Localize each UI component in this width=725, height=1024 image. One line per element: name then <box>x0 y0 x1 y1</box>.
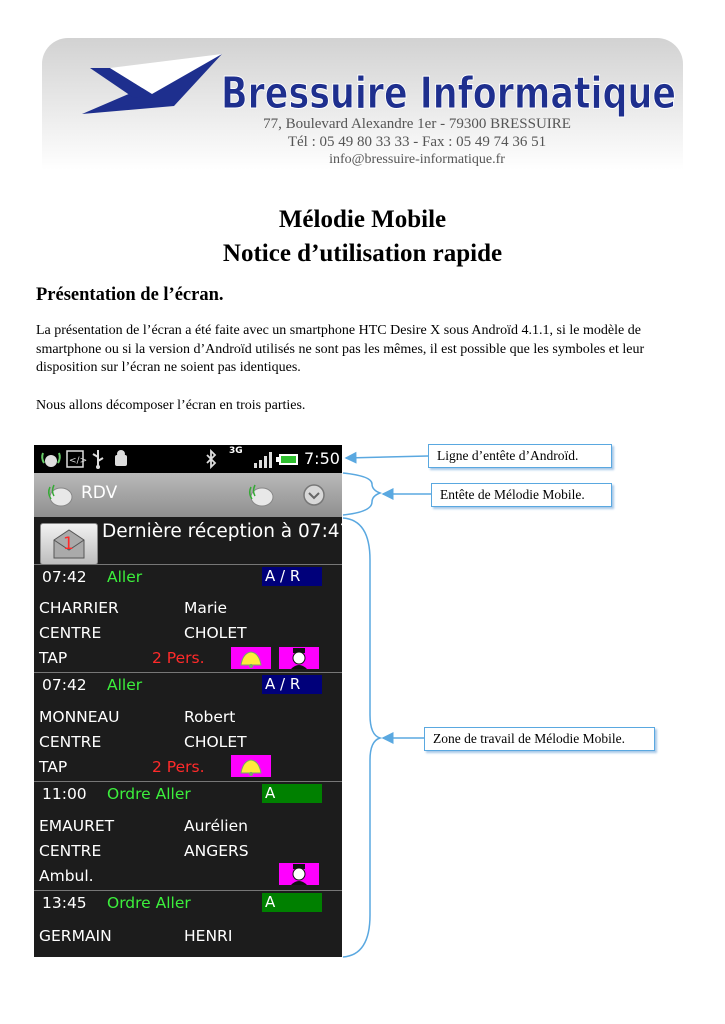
persons-count: 2 Pers. <box>152 649 205 667</box>
appointment-time[interactable]: 13:45 <box>42 894 87 912</box>
svg-text:</>: </> <box>69 456 88 466</box>
patient-first-name: HENRI <box>184 927 233 945</box>
svg-text:Bressuire Informatique: Bressuire Informatique <box>221 68 676 119</box>
vehicle-type: TAP <box>39 649 68 667</box>
company-logo-icon <box>82 54 222 114</box>
person-icon <box>279 863 319 885</box>
company-email: info@bressuire-informatique.fr <box>329 152 505 167</box>
phone-screenshot <box>34 445 352 957</box>
trip-code-badge: A / R <box>262 675 322 694</box>
signal-icon <box>252 449 274 469</box>
trip-code-badge: A <box>262 784 322 803</box>
app-header-bar <box>34 473 342 517</box>
patient-last-name[interactable]: CHARRIER <box>39 599 119 617</box>
company-phone-fax: Tél : 05 49 80 33 33 - Fax : 05 49 74 36 51 <box>287 134 547 150</box>
messages-button[interactable] <box>40 523 98 565</box>
trip-code-badge: A / R <box>262 567 322 586</box>
status-clock: 7:50 <box>304 449 340 468</box>
trip-destination: CHOLET <box>184 624 247 642</box>
appointment-time[interactable]: 07:42 <box>42 568 87 586</box>
appointment-type: Aller <box>107 676 143 694</box>
row-divider <box>34 564 342 565</box>
callout-work-zone: Zone de travail de Mélodie Mobile. <box>424 727 655 751</box>
intro-paragraph: La présentation de l’écran a été faite avec un smartphone HTC Desire X sous Androïd 4.1.1, si le modèle de smartphone ou si la version d’Androïd utilisés ne sont pas les mêmes, il est possible que les symboles et leur disposition sur l’écran ne soient pas identiques. <box>36 323 645 375</box>
android-status-bar <box>34 445 342 473</box>
callout-app-header: Entête de Mélodie Mobile. <box>431 483 612 507</box>
appointment-type: Aller <box>107 568 143 586</box>
patient-last-name[interactable]: GERMAIN <box>39 927 112 945</box>
app-title: RDV <box>81 483 118 503</box>
patient-last-name[interactable]: MONNEAU <box>39 708 120 726</box>
trip-destination: CHOLET <box>184 733 247 751</box>
code-icon <box>66 449 88 469</box>
android-debug-icon <box>112 449 130 469</box>
bell-icon <box>231 755 271 777</box>
vehicle-type: TAP <box>39 758 68 776</box>
appointment-type: Ordre Aller <box>107 785 191 803</box>
antenna-icon <box>40 449 62 469</box>
person-icon <box>279 647 319 669</box>
decompose-paragraph: Nous allons décomposer l’écran en trois parties. <box>36 398 306 413</box>
trip-origin: CENTRE <box>39 733 102 751</box>
letterhead <box>42 38 683 170</box>
bell-icon <box>231 647 271 669</box>
patient-first-name: Robert <box>184 708 236 726</box>
patient-first-name: Aurélien <box>184 817 248 835</box>
trip-code-badge: A <box>262 893 322 912</box>
satellite-dish-icon[interactable] <box>46 481 76 509</box>
document-subtitle: Notice d’utilisation rapide <box>222 240 503 267</box>
vehicle-type: Ambul. <box>39 867 94 885</box>
menu-dropdown-icon[interactable] <box>302 483 326 507</box>
unread-count: 1 <box>63 534 74 554</box>
sync-dish-icon[interactable] <box>247 481 277 509</box>
bluetooth-icon <box>204 449 218 469</box>
persons-count: 2 Pers. <box>152 758 205 776</box>
appointment-time[interactable]: 11:00 <box>42 785 87 803</box>
document-title: Mélodie Mobile <box>278 206 447 233</box>
patient-last-name[interactable]: EMAURET <box>39 817 115 835</box>
row-divider <box>34 672 342 673</box>
trip-origin: CENTRE <box>39 842 102 860</box>
row-divider <box>34 781 342 782</box>
appointment-type: Ordre Aller <box>107 894 191 912</box>
usb-icon <box>90 449 106 469</box>
row-divider <box>34 890 342 891</box>
last-reception-label: Dernière réception à 07:47 <box>102 521 352 542</box>
company-address: 77, Boulevard Alexandre 1er - 79300 BRESSUIRE <box>263 116 571 132</box>
section-heading: Présentation de l’écran. <box>36 285 224 305</box>
callout-android-header: Ligne d’entête d’Androïd. <box>428 444 612 468</box>
network-type-label: 3G <box>229 446 243 456</box>
appointment-time[interactable]: 07:42 <box>42 676 87 694</box>
patient-first-name: Marie <box>184 599 228 617</box>
trip-destination: ANGERS <box>184 842 249 860</box>
battery-icon <box>276 449 300 469</box>
trip-origin: CENTRE <box>39 624 102 642</box>
app-work-zone <box>34 517 352 957</box>
